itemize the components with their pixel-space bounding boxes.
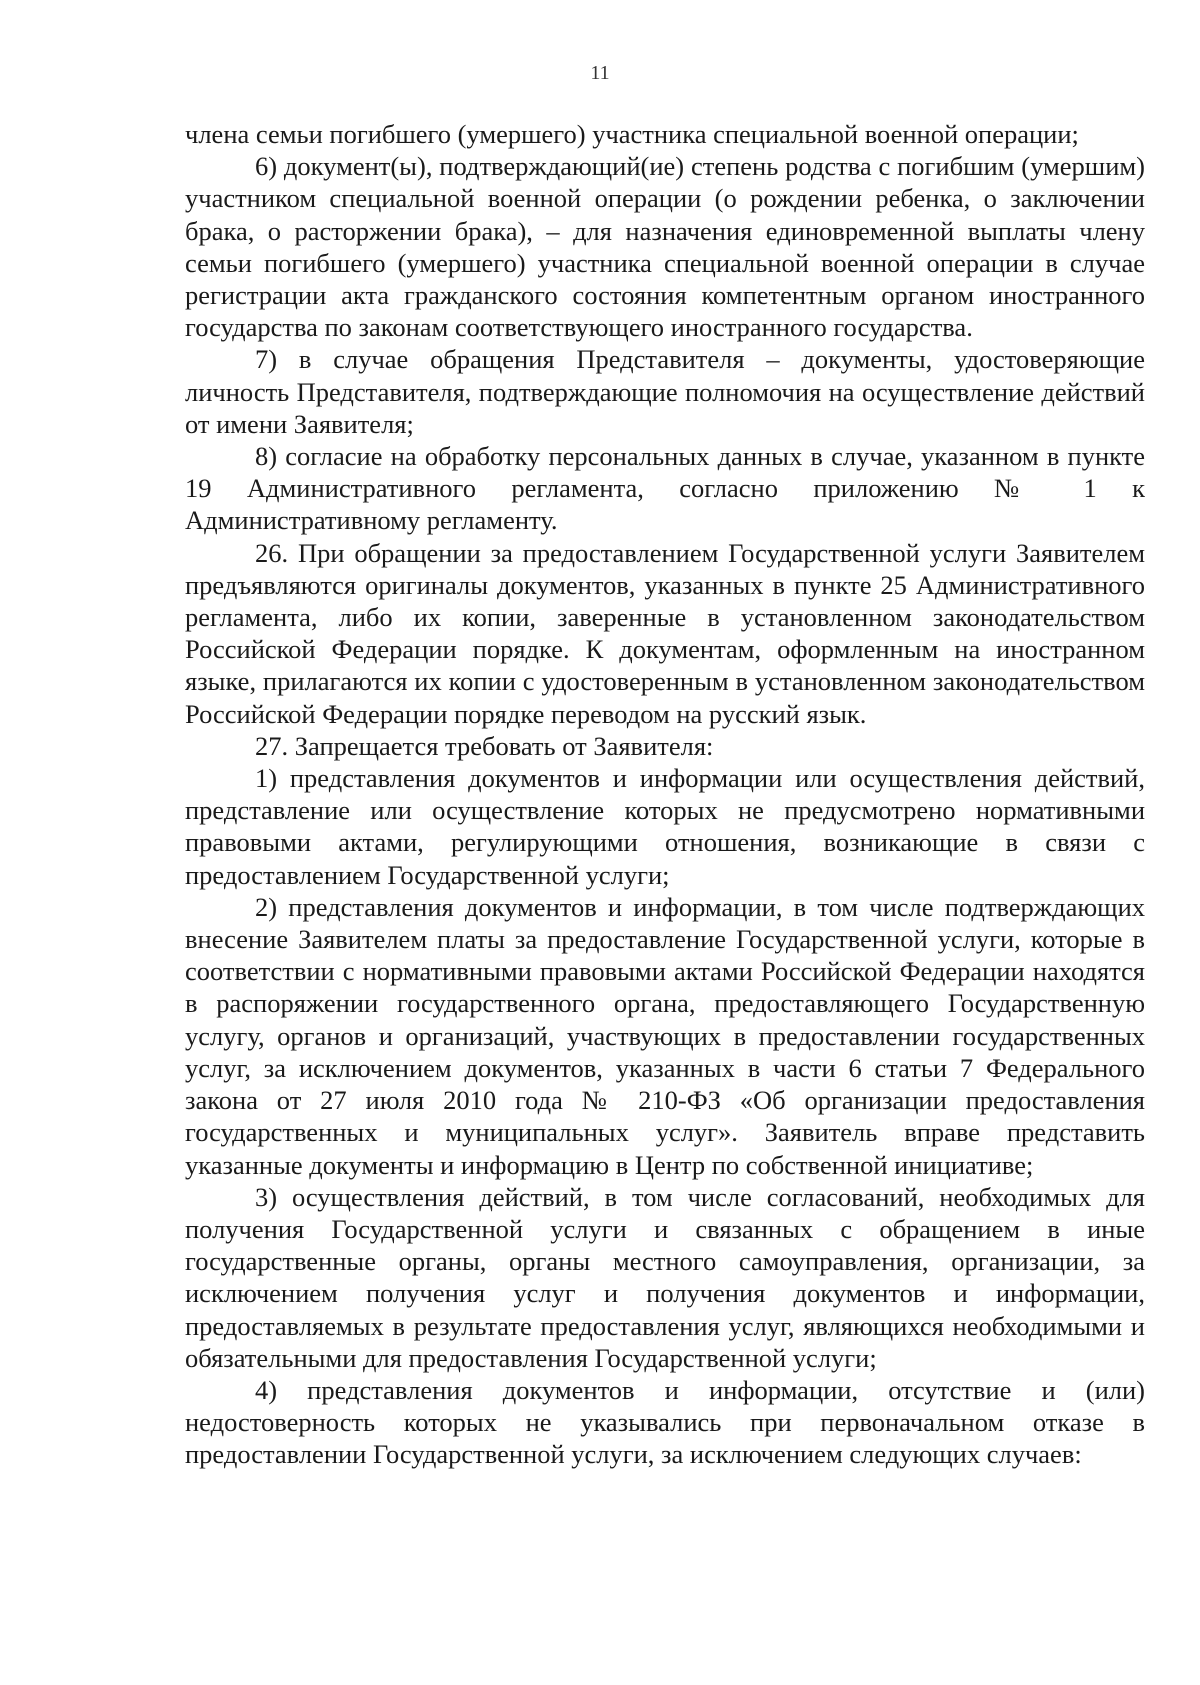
page-number: 11 bbox=[590, 62, 610, 84]
paragraph-subitem-4: 4) представления документов и информации, отсутствие и (или) недостоверность которых не указывались при первоначальном отказе в предоставлении Государственной услуги, за исключением следующих случаев: bbox=[185, 1374, 1145, 1470]
paragraph-subitem-1: 1) представления документов и информации или осуществления действий, представление или осуществление которых не предусмотрено нормативными правовыми актами, регулирующими отношения, возникающие в связи с предоставлением Государственной услуги; bbox=[185, 763, 1145, 890]
paragraph-subitem-2: 2) представления документов и информации, в том числе подтверждающих внесение Заявителем платы за предоставление Государственной услуги, которые в соответствии с нормативными правовыми актами Российской Федерации находятся в распоряжении государственного органа, предоставляющего Государственную услугу, органов и организаций, участвующих в предоставлении государственных услуг, за исключением документов, указанных в части 6 статьи 7 Федерального закона от 27 июля 2010 года № 210-ФЗ «Об организации предоставления государственных и муниципальных услуг». Заявитель вправе представить указанные документы и информацию в Центр по собственной инициативе; bbox=[185, 891, 1145, 1180]
paragraph-continuation: члена семьи погибшего (умершего) участника специальной военной операции; bbox=[185, 119, 1079, 149]
paragraph-subitem-3: 3) осуществления действий, в том числе согласований, необходимых для получения Государственной услуги и связанных с обращением в иные государственные органы, органы местного самоуправления, организации, за исключением получения услуг и получения документов и информации, предоставляемых в результате предоставления услуг, являющихся необходимыми и обязательными для предоставления Государственной услуги; bbox=[185, 1181, 1145, 1373]
paragraph-clause-27: 27. Запрещается требовать от Заявителя: bbox=[255, 730, 714, 761]
paragraph-item-8: 8) согласие на обработку персональных данных в случае, указанном в пункте 19 Административного регламента, согласно приложению № 1 к Административному регламенту. bbox=[185, 441, 1145, 536]
document-body bbox=[185, 118, 1145, 1471]
paragraph-clause-26: 26. При обращении за предоставлением Государственной услуги Заявителем предъявляются оригиналы документов, указанных в пункте 25 Административного регламента, либо их копии, заверенные в установленном законодательством Российской Федерации порядке. К документам, оформленным на иностранном языке, прилагаются их копии с удостоверенным в установленном законодательством Российской Федерации порядке переводом на русский язык. bbox=[185, 537, 1145, 729]
paragraph-item-6: 6) документ(ы), подтверждающий(ие) степень родства с погибшим (умершим) участником специальной военной операции (о рождении ребенка, о заключении брака, о расторжении брака), – для назначения единовременной выплаты члену семьи погибшего (умершего) участника специальной военной операции в случае регистрации акта гражданского состояния компетентным органом иностранного государства по законам соответствующего иностранного государства. bbox=[185, 151, 1145, 343]
paragraph-item-7: 7) в случае обращения Представителя – документы, удостоверяющие личность Представителя, подтверждающие полномочия на осуществление действий от имени Заявителя; bbox=[185, 344, 1145, 439]
